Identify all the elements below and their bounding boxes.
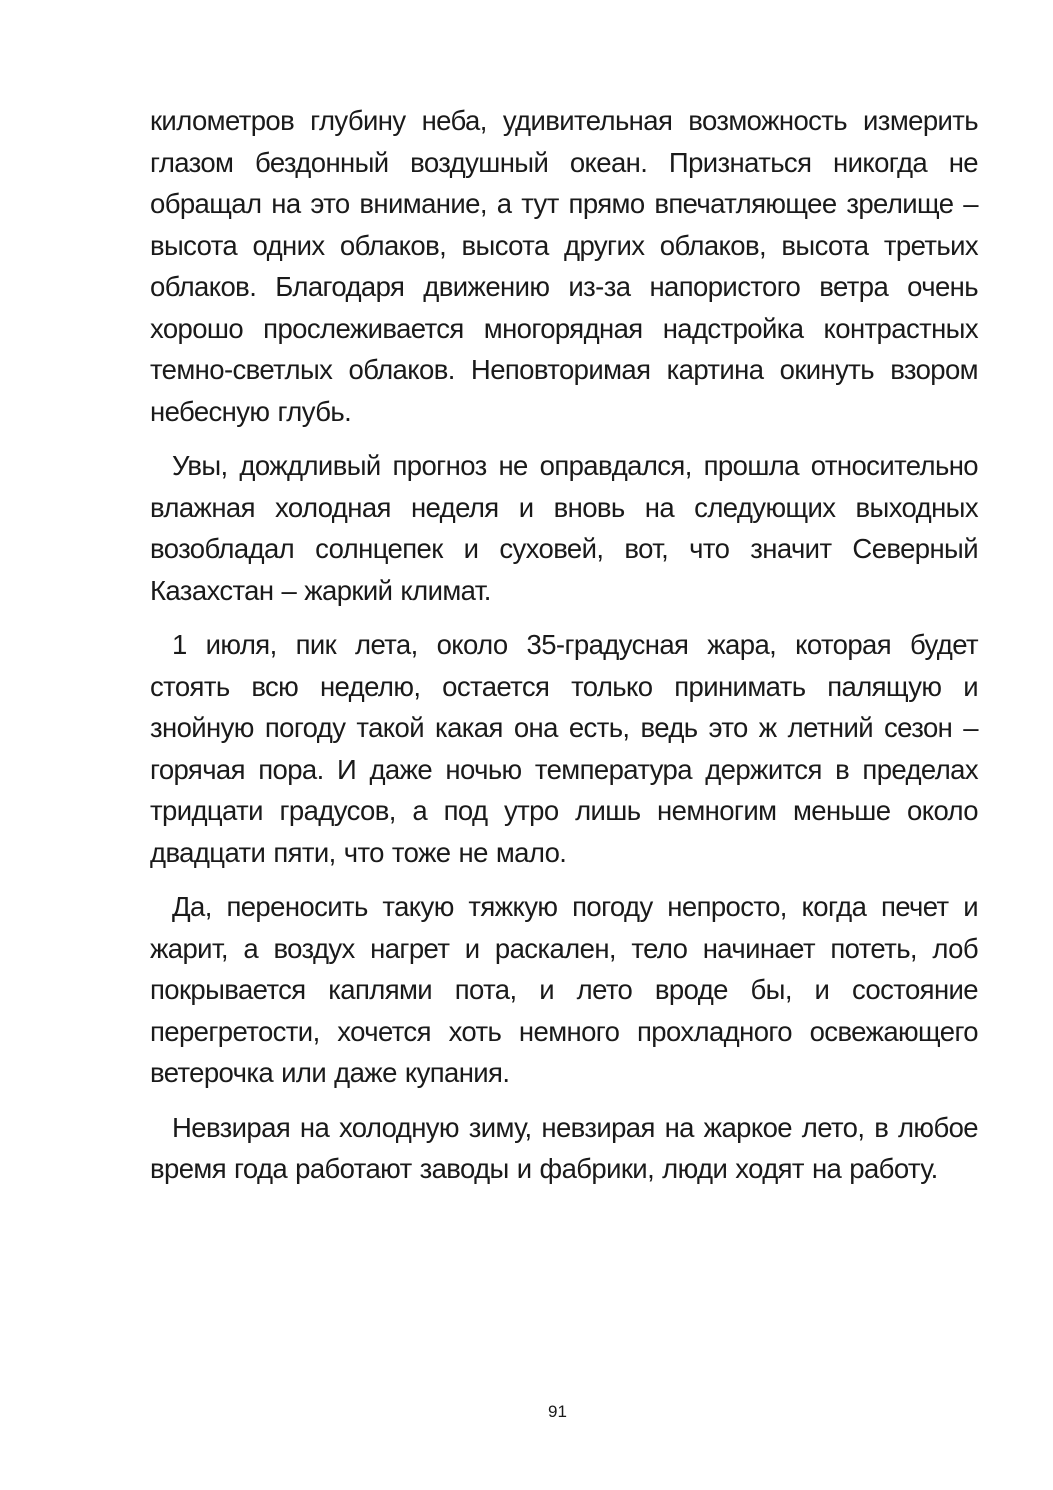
paragraph-4: Да, переносить такую тяжкую погоду непросто, когда печет и жарит, а воздух нагрет и раскален, тело начинает потеть, лоб покрывается каплями пота, и лето вроде бы, и состояние перегретости, хочется хоть немного прохладного освежающего ветерочка или даже купания.	[150, 891, 978, 1088]
page-body	[150, 100, 978, 1203]
page-number: 91	[548, 1402, 567, 1421]
paragraph-3: 1 июля, пик лета, около 35-градусная жара, которая будет стоять всю неделю, остается только принимать палящую и знойную погоду такой какая она есть, ведь это ж летний сезон – горячая пора. И даже ночью температура держится в пределах тридцати градусов, а под утро лишь немногим меньше около двадцати пяти, что тоже не мало.	[150, 629, 978, 868]
paragraph-5: Невзирая на холодную зиму, невзирая на жаркое лето, в любое время года работают заводы и фабрики, люди ходят на работу.	[150, 1111, 978, 1184]
paragraph-2: Увы, дождливый прогноз не оправдался, прошла относительно влажная холодная неделя и вновь на следующих выходных возобладал солнцепек и суховей, вот, что значит Северный Казахстан – жаркий климат.	[150, 450, 978, 606]
paragraph-1-continuation: километров глубину неба, удивительная возможность измерить глазом бездонный воздушный океан. Признаться никогда не обращал на это внимание, а тут прямо впечатляющее зрелище – высота одних облаков, высота других облаков, высота третьих облаков. Благодаря движению из-за напористого ветра очень хорошо прослеживается многорядная надстройка контрастных темно-светлых облаков. Неповторимая картина окинуть взором небесную глубь.	[150, 105, 978, 427]
